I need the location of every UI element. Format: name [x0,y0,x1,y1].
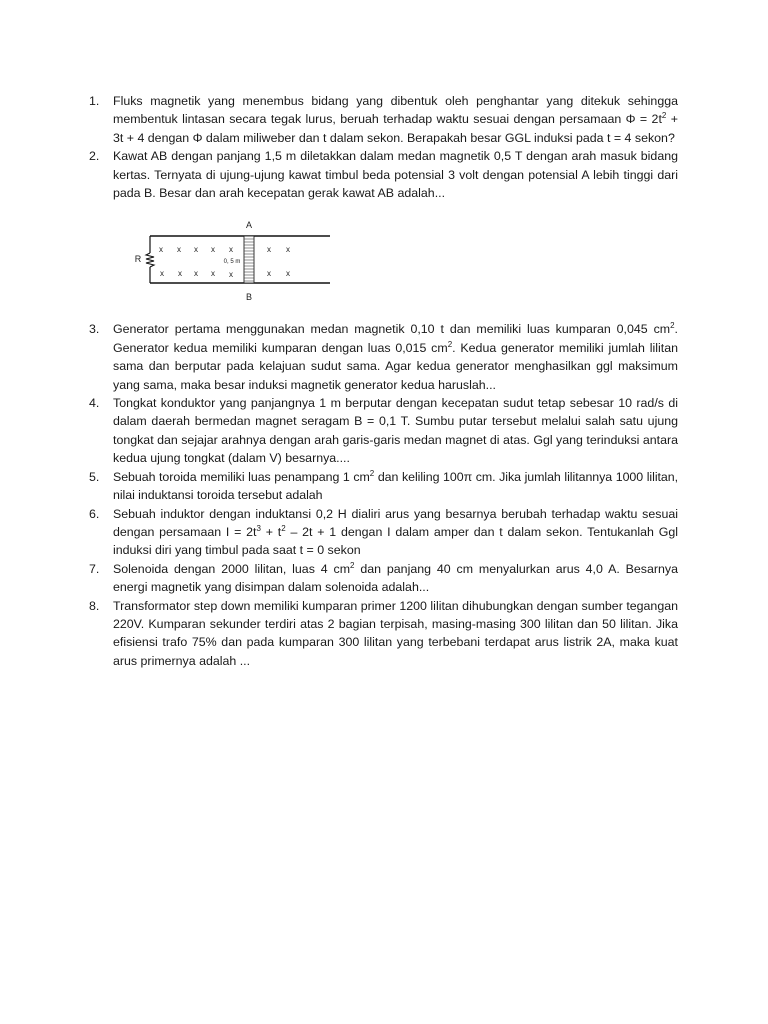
question-number: 4. [89,396,100,411]
field-x: x [229,245,233,255]
question-number: 8. [89,598,100,613]
field-x: x [178,269,182,279]
question-number: 3. [89,322,100,337]
resistor-symbol [146,253,154,267]
question-list [89,92,678,670]
rail-circuit-diagram [0,202,768,320]
label-a: A [245,220,253,231]
question-6 [89,505,678,560]
field-x: x [286,245,290,255]
question-5 [89,468,678,505]
question-8 [89,597,678,671]
question-1 [89,92,678,147]
question-text: Sebuah induktor dengan induktansi 0,2 H dialiri arus yang besarnya berubah terhadap waktu sesuai dengan persamaan $I = 2t^3 + t^2 - 2t + 1$ dengan I dalam amper dan t dalam sekon. Tentukanlah Ggl induksi diri yang timbul pada saat t = 0 sekon [113,506,678,558]
field-x: x [194,269,198,279]
question-2 [89,147,678,202]
label-b: B [245,292,253,303]
label-length: 0, 5 m [223,259,241,266]
field-x: x [160,269,164,279]
question-3 [89,320,678,394]
question-text: Generator pertama menggunakan medan magnetik 0,10 t dan memiliki luas kumparan 0,045 $cm^2$. Generator kedua memiliki kumparan dengan luas 0,015 $cm^2$. Kedua generator memiliki jumlah lilitan sama dan berputar pada kelajuan sudut sama. Agar kedua generator menghasilkan ggl maksimum yang sama, maka besar induksi magnetik generator kedua haruslah... [113,321,678,392]
question-number: 2. [89,149,100,164]
question-text: Fluks magnetik yang menembus bidang yang dibentuk oleh penghantar yang ditekuk sehingga membentuk lintasan secara tegak lurus, beruah terhadap waktu sesuai dengan persamaan $\Phi = 2t^2 + 3t + 4$ dengan Φ dalam miliweber dan t dalam sekon. Berapakah besar GGL induksi pada t = 4 sekon? [113,94,678,145]
field-x: x [229,270,233,280]
question-text: Transformator step down memiliki kumparan primer 1200 lilitan dihubungkan dengan sumber tegangan 220V. Kumparan sekunder terdiri atas 2 bagian terpisah, masing-masing 300 lilitan dan 50 lilitan. Jika efisiensi trafo 75% dan pada kumparan 300 lilitan yang terbebani terdapat arus listrik 2A, maka kuat arus primernya adalah ... [113,598,678,668]
field-x: x [286,269,290,279]
magnetic-field-figure [113,202,678,320]
field-x: x [159,245,163,255]
question-number: 6. [89,506,100,521]
field-x: x [211,269,215,279]
question-text: Sebuah toroida memiliki luas penampang 1 $cm^2$ dan keliling 100π cm. Jika jumlah lilitannya 1000 lilitan, nilai induktansi toroida tersebut adalah [113,468,678,503]
question-text: Tongkat konduktor yang panjangnya 1 m berputar dengan kecepatan sudut tetap sebesar 10 rad/s di dalam daerah bermedan magnet seragam B = 0,1 T. Sumbu putar tersebut melalui salah satu ujung tongkat dan sejajar arahnya dengan arah garis-garis medan magnet di atas. Ggl yang terinduksi antara kedua ujung tongkat (dalam V) besarnya.... [113,396,678,466]
question-7 [89,560,678,597]
question-text: Kawat AB dengan panjang 1,5 m diletakkan dalam medan magnetik 0,5 T dengan arah masuk bidang kertas. Ternyata di ujung-ujung kawat timbul beda potensial 3 volt dengan potensial A lebih tinggi dari pada B. Besar dan arah kecepatan gerak kawat AB adalah... [113,149,678,201]
field-x: x [194,245,198,255]
question-4 [89,394,678,468]
question-text: Solenoida dengan 2000 lilitan, luas 4 $cm^2$ dan panjang 40 cm menyalurkan arus 4,0 A. Besarnya energi magnetik yang disimpan dalam solenoida adalah... [113,560,678,595]
question-number: 1. [89,94,100,108]
field-x: x [177,245,181,255]
label-r: R [134,254,142,265]
wire-ab-rod [244,236,254,283]
question-number: 5. [89,469,100,484]
field-x: x [211,245,215,255]
field-x: x [267,269,271,279]
field-x: x [267,245,271,255]
question-number: 7. [89,561,100,576]
